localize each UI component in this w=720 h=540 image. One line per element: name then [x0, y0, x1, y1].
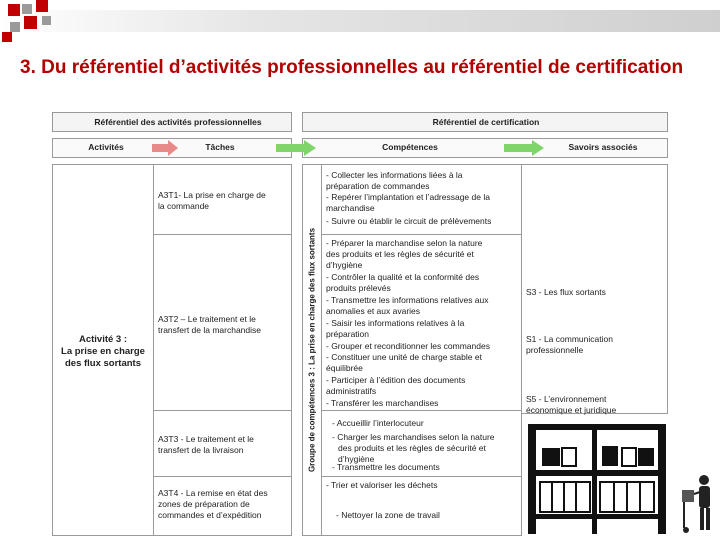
savoir-line: professionnelle [526, 345, 584, 355]
competence-line: - Accueillir l’interlocuteur [332, 418, 424, 428]
competence-line: d’hygiène [338, 454, 375, 464]
tache-line: A3T3 - Le traitement et le [158, 434, 254, 444]
deco-square [22, 4, 32, 14]
competence-line: - Charger les marchandises selon la nature [332, 432, 495, 442]
row-divider [154, 410, 292, 411]
deco-square [24, 16, 37, 29]
worker-with-trolley-icon [680, 470, 716, 536]
tache-line: A3T4 - La remise en état des [158, 488, 268, 498]
competence-line: - Transmettre les documents [332, 462, 440, 472]
tache-line: transfert de la livraison [158, 445, 244, 455]
competence-line: des produits et les règles de sécurité et [326, 249, 474, 259]
right-header-label: Référentiel de certification [432, 117, 540, 127]
competence-line: - Nettoyer la zone de travail [336, 510, 440, 520]
slide-title: 3. Du référentiel d’activités professionnelles au référentiel de certification [20, 57, 684, 78]
left-header-label: Référentiel des activités professionnelles [94, 117, 262, 127]
deco-square [8, 4, 20, 16]
competence-line: - Suivre ou établir le circuit de prélèvements [326, 216, 492, 226]
arrow-red-icon [152, 140, 178, 156]
warehouse-rack-icon [526, 418, 668, 536]
arrow-green-icon [276, 140, 316, 156]
tache-line: la commande [158, 201, 210, 211]
header-gradient-bar [0, 10, 720, 32]
competence-line: préparation de commandes [326, 181, 430, 191]
competence-line: - Constituer une unité de charge stable et [326, 352, 482, 362]
activite-line: des flux sortants [64, 358, 142, 369]
col-savoirs: Savoirs associés [568, 142, 638, 152]
left-header [52, 112, 292, 132]
arrow-green-icon [504, 140, 544, 156]
competence-line: - Préparer la marchandise selon la nature [326, 238, 483, 248]
deco-square [36, 0, 48, 12]
competence-line: administratifs [326, 386, 377, 396]
savoir-line: S3 - Les flux sortants [526, 287, 606, 297]
competence-line: - Transférer les marchandises [326, 398, 439, 408]
tache-line: zones de préparation de [158, 499, 250, 509]
col-taches: Tâches [205, 142, 235, 152]
savoir-line: économique et juridique [526, 405, 617, 415]
tache-line: transfert de la marchandise [158, 325, 261, 335]
right-header [302, 112, 668, 132]
competence-line: des produits et les règles de sécurité et [338, 443, 486, 453]
taches-column [154, 164, 292, 536]
tache-line: A3T1- La prise en charge de [158, 190, 266, 200]
competence-line: - Repérer l’implantation et l’adressage de la [326, 192, 490, 202]
savoir-line: S1 - La communication [526, 334, 613, 344]
row-divider [322, 234, 522, 235]
deco-square [10, 22, 20, 32]
deco-square [2, 32, 12, 42]
row-divider [154, 476, 292, 477]
activite-line: La prise en charge [61, 346, 145, 357]
row-divider [322, 410, 522, 411]
savoir-line: S5 - L’environnement [526, 394, 607, 404]
competence-line: marchandise [326, 203, 375, 213]
col-competences: Compétences [382, 142, 438, 152]
competence-line: d’hygiène [326, 260, 363, 270]
activite-line: Activité 3 : [78, 334, 128, 345]
competence-line: équilibrée [326, 363, 363, 373]
row-divider [154, 234, 292, 235]
row-divider [322, 476, 522, 477]
competence-line: - Participer à l’édition des documents [326, 375, 466, 385]
deco-square [42, 16, 51, 25]
competence-line: anomalies et aux avaries [326, 306, 421, 316]
competence-line: produits prélevés [326, 283, 391, 293]
tache-line: A3T2 – Le traitement et le [158, 314, 256, 324]
competence-line: préparation [326, 329, 370, 339]
col-activites: Activités [88, 142, 124, 152]
competence-line: - Contrôler la qualité et la conformité des [326, 272, 480, 282]
competence-line: - Trier et valoriser les déchets [326, 480, 438, 490]
competence-line: - Saisir les informations relatives à la [326, 318, 465, 328]
competence-line: - Transmettre les informations relatives aux [326, 295, 489, 305]
competence-line: - Collecter les informations liées à la [326, 170, 463, 180]
tache-line: commandes et d’expédition [158, 510, 262, 520]
competence-line: - Grouper et reconditionner les commandes [326, 341, 490, 351]
vertical-group-label: Groupe de compétences 3 : La prise en charge des flux sortants [307, 227, 317, 473]
